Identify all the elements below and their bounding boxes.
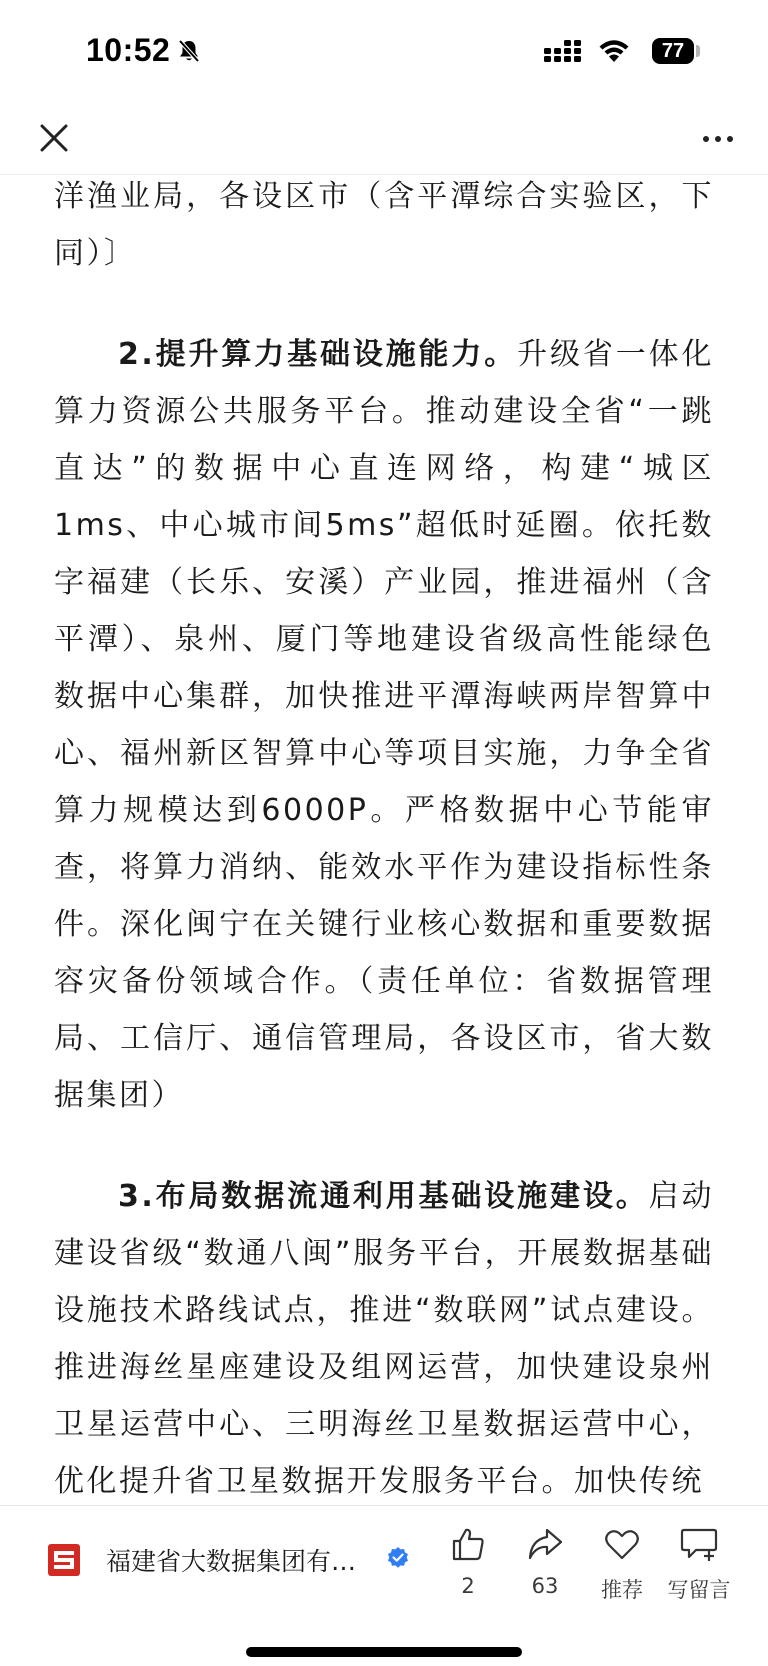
wifi-icon (597, 38, 631, 68)
comment-label: 写留言 (667, 1578, 731, 1602)
home-indicator[interactable] (246, 1647, 522, 1657)
article-body (54, 174, 714, 1502)
close-icon[interactable] (34, 118, 74, 158)
recommend-button[interactable] (584, 1522, 660, 1604)
thumbs-up-icon (430, 1522, 506, 1566)
paragraph-text: 启动建设省级“数通八闽”服务平台，开展数据基础设施技术路线试点，推进“数联网”试点建设。推进海丝星座建设及组网运营，加快建设泉州卫星运营中心、三明海丝卫星数据运营中心，优化提升省卫星数据开发服务平台。加快传统 (54, 1179, 714, 1499)
account-name[interactable]: 福建省大数据集团有… (106, 1547, 357, 1576)
paragraph-computing-infrastructure (54, 326, 714, 1124)
paragraph-text: 升级省一体化算力资源公共服务平台。推动建设全省“一跳直达”的数据中心直连网络，构建“城区1ms、中心城市间5ms”超低时延圈。依托数字福建（长乐、安溪）产业园，推进福州（含平潭）、泉州、厦门等地建设省级高性能绿色数据中心集群，加快推进平潭海峡两岸智算中心、福州新区智算中心等项目实施，力争全省算力规模达到6000P。严格数据中心节能审查，将算力消纳、能效水平作为建设指标性条件。深化闽宁在关键行业核心数据和重要数据容灾备份领域合作。（责任单位：省数据管理局、工信厅、通信管理局，各设区市，省大数据集团） (54, 337, 714, 1113)
status-bar (0, 0, 768, 104)
cellular-signal-icon (544, 40, 584, 68)
bell-slash-icon (176, 38, 202, 68)
paragraph-heading: 3.布局数据流通利用基础设施建设。 (118, 1179, 649, 1214)
battery-cap (696, 45, 700, 57)
share-button[interactable] (507, 1522, 583, 1598)
status-time: 10:52 (86, 32, 171, 68)
share-count: 63 (531, 1574, 559, 1598)
share-icon (507, 1522, 583, 1566)
verified-icon (386, 1546, 410, 1574)
paragraph-continued: 洋渔业局，各设区市（含平潭综合实验区，下同）〕 (54, 179, 714, 271)
like-count: 2 (461, 1574, 475, 1598)
battery-level: 77 (652, 38, 694, 64)
top-nav-bar (0, 104, 768, 175)
paragraph-data-circulation (54, 1168, 714, 1502)
account-logo[interactable] (48, 1544, 80, 1576)
recommend-label: 推荐 (601, 1578, 643, 1602)
bottom-action-bar (0, 1505, 768, 1666)
comment-button[interactable] (661, 1522, 737, 1604)
paragraph-heading: 2.提升算力基础设施能力。 (118, 337, 518, 372)
more-icon[interactable] (696, 124, 740, 154)
like-button[interactable] (430, 1522, 506, 1598)
heart-icon (584, 1522, 660, 1566)
comment-icon (661, 1522, 737, 1566)
